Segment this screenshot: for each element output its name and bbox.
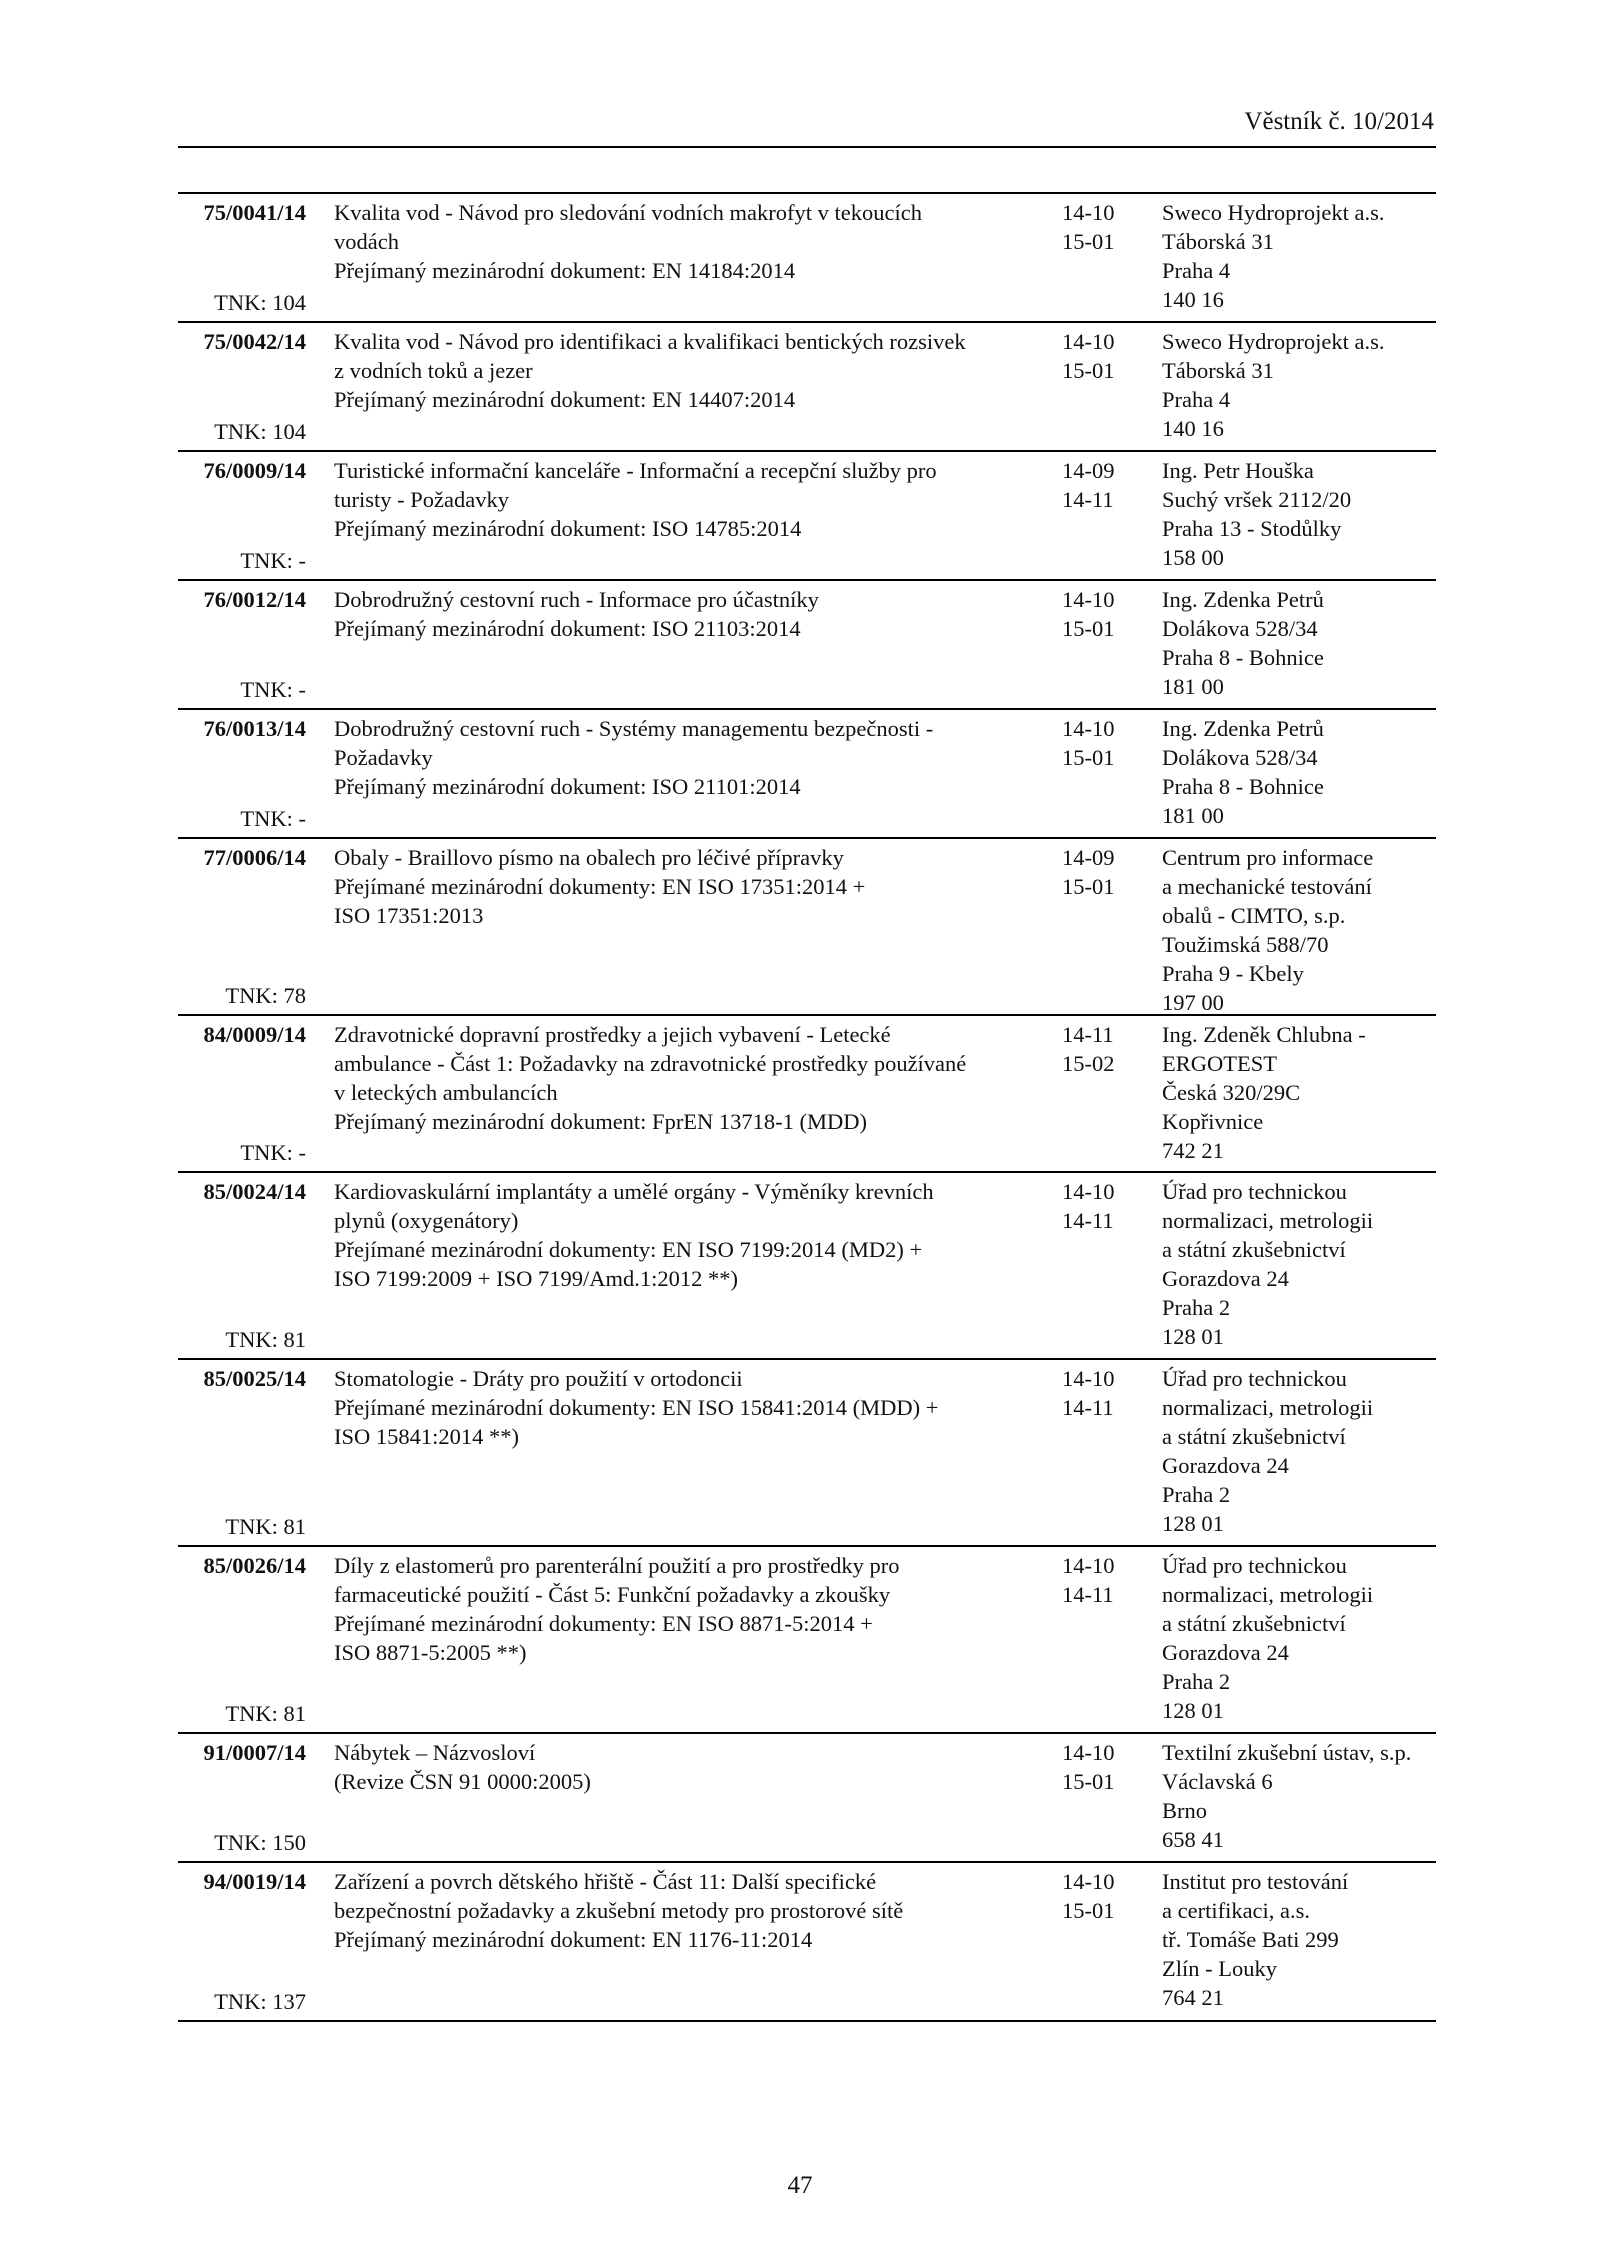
dates-cell: [1062, 1551, 1162, 1609]
standard-code: 85/0026/14: [203, 1553, 306, 1578]
date-value: 15-01: [1062, 358, 1115, 383]
organization-line: 140 16: [1162, 416, 1224, 441]
organization-line: Gorazdova 24: [1162, 1640, 1289, 1665]
organization-line: Suchý vršek 2112/20: [1162, 487, 1352, 512]
organization-line: Ing. Zdenka Petrů: [1162, 587, 1324, 612]
standard-code: 75/0042/14: [203, 329, 306, 354]
description-line: ISO 15841:2014 **): [334, 1424, 519, 1449]
date-value: 14-10: [1062, 716, 1115, 741]
description-line: Přejímané mezinárodní dokumenty: EN ISO 8871-5:2014 +: [334, 1611, 873, 1636]
date-value: 14-11: [1062, 1208, 1114, 1233]
dates-cell: [1062, 198, 1162, 256]
description-cell: [334, 714, 1054, 801]
organization-line: Sweco Hydroprojekt a.s.: [1162, 329, 1385, 354]
code-cell: [178, 456, 306, 485]
description-line: Turistické informační kanceláře - Informační a recepční služby pro: [334, 458, 937, 483]
description-cell: [334, 327, 1054, 414]
date-value: 14-11: [1062, 1582, 1114, 1607]
organization-line: Praha 13 - Stodůlky: [1162, 516, 1342, 541]
standard-code: 85/0024/14: [203, 1179, 306, 1204]
description-line: (Revize ČSN 91 0000:2005): [334, 1769, 591, 1794]
description-cell: [334, 1364, 1054, 1451]
table-row: [178, 1547, 1436, 1734]
description-cell: [334, 1177, 1054, 1293]
organization-line: Dolákova 528/34: [1162, 745, 1318, 770]
code-cell: [178, 585, 306, 614]
organization-cell: [1162, 1867, 1436, 2012]
date-value: 15-01: [1062, 745, 1115, 770]
organization-line: Textilní zkušební ústav, s.p.: [1162, 1740, 1412, 1765]
description-cell: [334, 456, 1054, 543]
description-line: Požadavky: [334, 745, 433, 770]
date-value: 14-10: [1062, 1740, 1115, 1765]
organization-line: Institut pro testování: [1162, 1869, 1349, 1894]
code-cell: [178, 843, 306, 872]
date-value: 15-01: [1062, 229, 1115, 254]
organization-line: 764 21: [1162, 1985, 1224, 2010]
organization-line: Kopřivnice: [1162, 1109, 1264, 1134]
description-line: Stomatologie - Dráty pro použití v ortodoncii: [334, 1366, 743, 1391]
organization-cell: [1162, 327, 1436, 443]
organization-line: a státní zkušebnictví: [1162, 1424, 1346, 1449]
description-cell: [334, 198, 1054, 285]
date-value: 15-01: [1062, 1898, 1115, 1923]
table-row: [178, 1360, 1436, 1547]
date-value: 14-10: [1062, 1179, 1115, 1204]
organization-cell: [1162, 585, 1436, 701]
dates-cell: [1062, 1364, 1162, 1422]
description-cell: [334, 843, 1054, 930]
description-line: Dobrodružný cestovní ruch - Informace pro účastníky: [334, 587, 819, 612]
organization-line: Praha 4: [1162, 387, 1231, 412]
tnk-label: TNK: 81: [225, 1701, 306, 1726]
organization-line: a certifikaci, a.s.: [1162, 1898, 1311, 1923]
organization-line: Ing. Petr Houška: [1162, 458, 1314, 483]
description-line: Zařízení a povrch dětského hřiště - Část 11: Další specifické: [334, 1869, 877, 1894]
description-line: Díly z elastomerů pro parenterální použití a pro prostředky pro: [334, 1553, 900, 1578]
tnk-label: TNK: 78: [225, 983, 306, 1008]
table-row: [178, 581, 1436, 710]
organization-cell: [1162, 1551, 1436, 1725]
tnk-label: TNK: -: [240, 677, 306, 702]
organization-line: 181 00: [1162, 803, 1224, 828]
organization-line: Praha 8 - Bohnice: [1162, 645, 1324, 670]
organization-line: 140 16: [1162, 287, 1224, 312]
description-line: Nábytek – Názvosloví: [334, 1740, 536, 1765]
table-row: [178, 1173, 1436, 1360]
description-line: Přejímané mezinárodní dokumenty: EN ISO 7199:2014 (MD2) +: [334, 1237, 923, 1262]
organization-line: Brno: [1162, 1798, 1207, 1823]
header-divider: [178, 146, 1436, 148]
date-value: 14-10: [1062, 1553, 1115, 1578]
code-cell: [178, 1738, 306, 1767]
standard-code: 76/0012/14: [203, 587, 306, 612]
description-cell: [334, 1020, 1054, 1136]
organization-line: Praha 2: [1162, 1295, 1231, 1320]
description-line: Přejímaný mezinárodní dokument: ISO 14785:2014: [334, 516, 802, 541]
code-cell: [178, 1867, 306, 1896]
description-line: Dobrodružný cestovní ruch - Systémy managementu bezpečnosti -: [334, 716, 934, 741]
date-value: 14-11: [1062, 1022, 1114, 1047]
dates-cell: [1062, 714, 1162, 772]
organization-cell: [1162, 198, 1436, 314]
date-value: 14-10: [1062, 1869, 1115, 1894]
organization-line: Úřad pro technickou: [1162, 1179, 1347, 1204]
table-row: [178, 1016, 1436, 1173]
description-line: vodách: [334, 229, 399, 254]
organization-line: 128 01: [1162, 1511, 1224, 1536]
organization-line: 742 21: [1162, 1138, 1224, 1163]
organization-line: Praha 9 - Kbely: [1162, 961, 1304, 986]
tnk-label: TNK: 150: [214, 1830, 306, 1855]
organization-line: normalizaci, metrologii: [1162, 1582, 1374, 1607]
organization-line: Praha 2: [1162, 1482, 1231, 1507]
dates-cell: [1062, 843, 1162, 901]
organization-line: Gorazdova 24: [1162, 1266, 1289, 1291]
description-line: plynů (oxygenátory): [334, 1208, 519, 1233]
code-cell: [178, 1364, 306, 1393]
code-cell: [178, 327, 306, 356]
date-value: 14-10: [1062, 329, 1115, 354]
organization-line: Ing. Zdeněk Chlubna -: [1162, 1022, 1366, 1047]
description-cell: [334, 585, 1054, 643]
organization-line: 197 00: [1162, 990, 1224, 1015]
description-line: Přejímaný mezinárodní dokument: ISO 21103:2014: [334, 616, 801, 641]
description-line: turisty - Požadavky: [334, 487, 509, 512]
organization-line: Táborská 31: [1162, 229, 1274, 254]
organization-cell: [1162, 714, 1436, 830]
standard-code: 84/0009/14: [203, 1022, 306, 1047]
table-row: [178, 710, 1436, 839]
standard-code: 75/0041/14: [203, 200, 306, 225]
description-line: bezpečnostní požadavky a zkušební metody pro prostorové sítě: [334, 1898, 904, 1923]
tnk-label: TNK: -: [240, 1140, 306, 1165]
description-line: ISO 8871-5:2005 **): [334, 1640, 527, 1665]
date-value: 15-01: [1062, 616, 1115, 641]
organization-line: Zlín - Louky: [1162, 1956, 1277, 1981]
standard-code: 77/0006/14: [203, 845, 306, 870]
code-cell: [178, 1020, 306, 1049]
tnk-label: TNK: 104: [214, 419, 306, 444]
organization-line: Toužimská 588/70: [1162, 932, 1329, 957]
tnk-label: TNK: 81: [225, 1514, 306, 1539]
standard-code: 85/0025/14: [203, 1366, 306, 1391]
description-line: Kardiovaskulární implantáty a umělé orgány - Výměníky krevních: [334, 1179, 934, 1204]
organization-line: 128 01: [1162, 1324, 1224, 1349]
table-row: [178, 1734, 1436, 1863]
description-line: ambulance - Část 1: Požadavky na zdravotnické prostředky používané: [334, 1051, 967, 1076]
tnk-label: TNK: 104: [214, 290, 306, 315]
description-line: Přejímaný mezinárodní dokument: ISO 21101:2014: [334, 774, 801, 799]
description-cell: [334, 1738, 1054, 1796]
organization-line: Úřad pro technickou: [1162, 1553, 1347, 1578]
dates-cell: [1062, 1177, 1162, 1235]
organization-cell: [1162, 456, 1436, 572]
dates-cell: [1062, 585, 1162, 643]
description-line: ISO 17351:2013: [334, 903, 484, 928]
dates-cell: [1062, 327, 1162, 385]
organization-line: tř. Tomáše Bati 299: [1162, 1927, 1339, 1952]
description-line: Přejímaný mezinárodní dokument: EN 1176-11:2014: [334, 1927, 813, 1952]
code-cell: [178, 714, 306, 743]
description-line: Přejímané mezinárodní dokumenty: EN ISO 17351:2014 +: [334, 874, 866, 899]
dates-cell: [1062, 456, 1162, 514]
header-title: Věstník č. 10/2014: [1244, 108, 1434, 135]
page-number: 47: [787, 2172, 813, 2199]
organization-line: normalizaci, metrologii: [1162, 1208, 1374, 1233]
organization-line: Centrum pro informace: [1162, 845, 1374, 870]
description-line: ISO 7199:2009 + ISO 7199/Amd.1:2012 **): [334, 1266, 738, 1291]
date-value: 14-09: [1062, 458, 1115, 483]
description-line: Zdravotnické dopravní prostředky a jejich vybavení - Letecké: [334, 1022, 891, 1047]
organization-line: a státní zkušebnictví: [1162, 1611, 1346, 1636]
dates-cell: [1062, 1738, 1162, 1796]
date-value: 14-11: [1062, 1395, 1114, 1420]
standard-code: 94/0019/14: [203, 1869, 306, 1894]
organization-line: Gorazdova 24: [1162, 1453, 1289, 1478]
organization-line: 128 01: [1162, 1698, 1224, 1723]
standard-code: 76/0009/14: [203, 458, 306, 483]
dates-cell: [1062, 1867, 1162, 1925]
date-value: 14-09: [1062, 845, 1115, 870]
standard-code: 91/0007/14: [203, 1740, 306, 1765]
organization-line: ERGOTEST: [1162, 1051, 1277, 1076]
description-line: Přejímaný mezinárodní dokument: EN 14407:2014: [334, 387, 796, 412]
table-row: [178, 323, 1436, 452]
organization-line: a mechanické testování: [1162, 874, 1372, 899]
date-value: 14-10: [1062, 1366, 1115, 1391]
date-value: 15-01: [1062, 1769, 1115, 1794]
standard-code: 76/0013/14: [203, 716, 306, 741]
description-line: Kvalita vod - Návod pro sledování vodních makrofyt v tekoucích: [334, 200, 922, 225]
organization-line: Česká 320/29C: [1162, 1080, 1301, 1105]
organization-cell: [1162, 1738, 1436, 1854]
tnk-label: TNK: -: [240, 548, 306, 573]
tnk-label: TNK: -: [240, 806, 306, 831]
table-row: [178, 1863, 1436, 2022]
organization-line: Dolákova 528/34: [1162, 616, 1318, 641]
table-row: [178, 839, 1436, 1016]
date-value: 15-02: [1062, 1051, 1115, 1076]
date-value: 15-01: [1062, 874, 1115, 899]
organization-line: normalizaci, metrologii: [1162, 1395, 1374, 1420]
organization-line: a státní zkušebnictví: [1162, 1237, 1346, 1262]
date-value: 14-10: [1062, 587, 1115, 612]
date-value: 14-11: [1062, 487, 1114, 512]
description-line: Kvalita vod - Návod pro identifikaci a kvalifikaci bentických rozsivek: [334, 329, 966, 354]
description-line: Přejímaný mezinárodní dokument: FprEN 13718-1 (MDD): [334, 1109, 868, 1134]
organization-cell: [1162, 1177, 1436, 1351]
description-line: Přejímaný mezinárodní dokument: EN 14184:2014: [334, 258, 796, 283]
description-line: v leteckých ambulancích: [334, 1080, 558, 1105]
organization-line: Václavská 6: [1162, 1769, 1273, 1794]
organization-line: Ing. Zdenka Petrů: [1162, 716, 1324, 741]
code-cell: [178, 198, 306, 227]
table-row: [178, 194, 1436, 323]
organization-line: Táborská 31: [1162, 358, 1274, 383]
table-row: [178, 452, 1436, 581]
description-line: farmaceutické použití - Část 5: Funkční požadavky a zkoušky: [334, 1582, 891, 1607]
tnk-label: TNK: 137: [214, 1989, 306, 2014]
description-line: Obaly - Braillovo písmo na obalech pro léčivé přípravky: [334, 845, 844, 870]
description-cell: [334, 1867, 1054, 1954]
description-cell: [334, 1551, 1054, 1667]
organization-line: Praha 2: [1162, 1669, 1231, 1694]
description-line: Přejímané mezinárodní dokumenty: EN ISO 15841:2014 (MDD) +: [334, 1395, 939, 1420]
description-line: z vodních toků a jezer: [334, 358, 533, 383]
organization-line: Praha 8 - Bohnice: [1162, 774, 1324, 799]
organization-line: Úřad pro technickou: [1162, 1366, 1347, 1391]
organization-line: 658 41: [1162, 1827, 1224, 1852]
date-value: 14-10: [1062, 200, 1115, 225]
organization-line: Sweco Hydroprojekt a.s.: [1162, 200, 1385, 225]
organization-line: 158 00: [1162, 545, 1224, 570]
dates-cell: [1062, 1020, 1162, 1078]
standards-table: [178, 192, 1436, 2022]
organization-cell: [1162, 1020, 1436, 1165]
organization-line: 181 00: [1162, 674, 1224, 699]
organization-line: Praha 4: [1162, 258, 1231, 283]
organization-cell: [1162, 1364, 1436, 1538]
organization-cell: [1162, 843, 1436, 1017]
tnk-label: TNK: 81: [225, 1327, 306, 1352]
organization-line: obalů - CIMTO, s.p.: [1162, 903, 1346, 928]
code-cell: [178, 1177, 306, 1206]
code-cell: [178, 1551, 306, 1580]
